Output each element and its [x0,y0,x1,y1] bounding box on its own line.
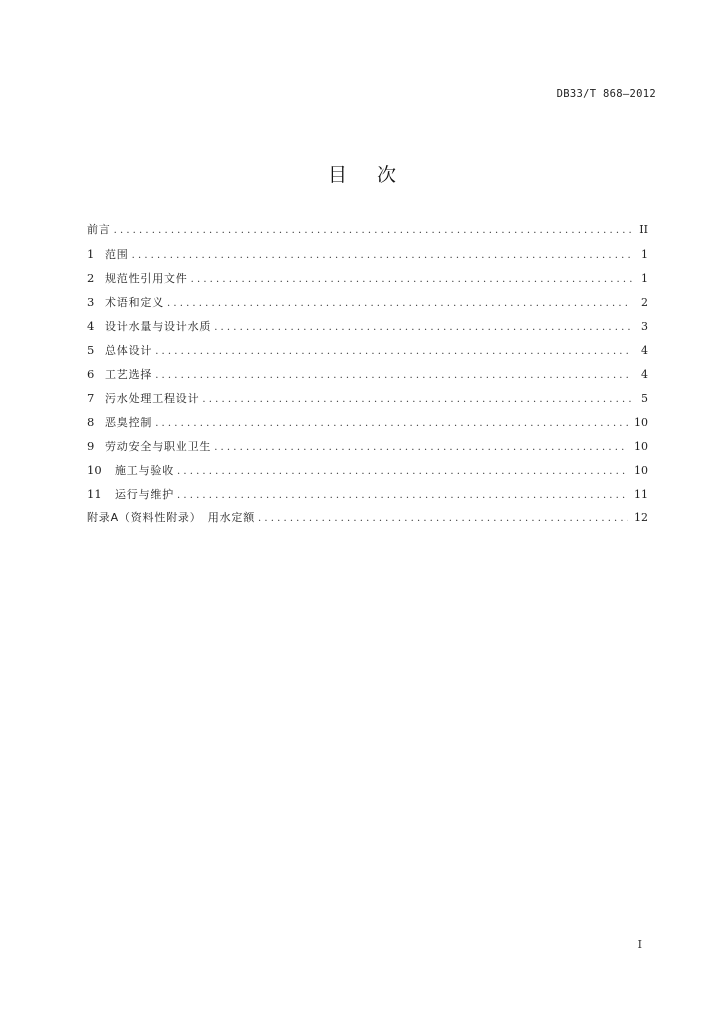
standard-number: DB33/T 868—2012 [556,88,656,100]
toc-entry-number: 7 [87,391,95,405]
toc-entry-wastewater-engineering[interactable] [87,386,648,410]
toc-entry-number: 10 [87,463,102,477]
toc-entry-page: II [639,223,648,236]
toc-entry-foreword[interactable] [87,218,648,242]
toc-entry-normative-references[interactable] [87,266,648,290]
toc-entry-title: 劳动安全与职业卫生 [105,440,212,453]
toc-entry-title: 规范性引用文件 [105,272,188,285]
toc-entry-number: 4 [87,319,95,333]
toc-entry-process-selection[interactable] [87,362,648,386]
toc-entry-labor-safety[interactable] [87,434,648,458]
page-title [0,160,724,187]
toc-entry-number: 9 [87,439,95,453]
toc-entry-page: 3 [641,320,648,333]
toc-entry-number: 5 [87,343,95,357]
toc-entry-overall-design[interactable] [87,338,648,362]
toc-entry-design-flow-quality[interactable] [87,314,648,338]
toc-entry-title: 工艺选择 [105,368,153,381]
toc-dot-leader [258,507,628,531]
toc-entry-title: 总体设计 [105,344,153,357]
toc-entry-number: 11 [87,487,102,501]
toc-entry-terms-definitions[interactable] [87,290,648,314]
toc-dot-leader [191,268,632,292]
toc-entry-odor-control[interactable] [87,410,648,434]
toc-dot-leader [155,340,632,364]
toc-entry-page: 5 [641,392,648,405]
toc-dot-leader [214,316,632,340]
toc-entry-number: 3 [87,295,95,309]
title-part-1: 目 [327,164,347,186]
toc-entry-page: 10 [634,440,648,453]
toc-dot-leader [214,436,628,460]
toc-dot-leader [202,388,632,412]
toc-entry-number: 8 [87,415,95,429]
toc-entry-operation-maintenance[interactable] [87,482,648,506]
toc-entry-page: 1 [641,248,648,261]
toc-entry-appendix-a[interactable] [87,506,648,530]
toc-entry-title: 设计水量与设计水质 [105,320,212,333]
toc-entry-title: 范围 [105,248,129,261]
toc-entry-page: 1 [641,272,648,285]
toc-entry-number: 2 [87,271,95,285]
toc-dot-leader [177,460,628,484]
toc-entry-page: 4 [641,344,648,357]
toc-dot-leader [155,412,628,436]
toc-entry-scope[interactable] [87,242,648,266]
toc-entry-construction-acceptance[interactable] [87,458,648,482]
title-part-2: 次 [377,164,397,186]
toc-entry-title: 术语和定义 [105,296,164,309]
toc-entry-number: 6 [87,367,95,381]
toc-entry-page: 2 [641,296,648,309]
toc-entry-page: 12 [634,511,648,524]
toc-entry-title: 施工与验收 [115,464,174,477]
toc-entry-title: 附录A（资料性附录） 用水定额 [87,511,256,524]
table-of-contents [87,218,648,530]
toc-dot-leader [155,364,632,388]
toc-dot-leader [167,292,632,316]
toc-entry-title: 恶臭控制 [105,416,153,429]
toc-dot-leader [114,219,632,243]
page-number: I [637,938,642,951]
toc-entry-page: 11 [634,488,648,501]
toc-dot-leader [177,484,628,508]
toc-entry-title: 前言 [87,223,111,236]
toc-entry-page: 10 [634,464,648,477]
toc-dot-leader [132,244,632,268]
toc-entry-page: 10 [634,416,648,429]
toc-entry-number: 1 [87,247,95,261]
toc-entry-title: 污水处理工程设计 [105,392,200,405]
toc-entry-page: 4 [641,368,648,381]
toc-entry-title: 运行与维护 [115,488,174,501]
